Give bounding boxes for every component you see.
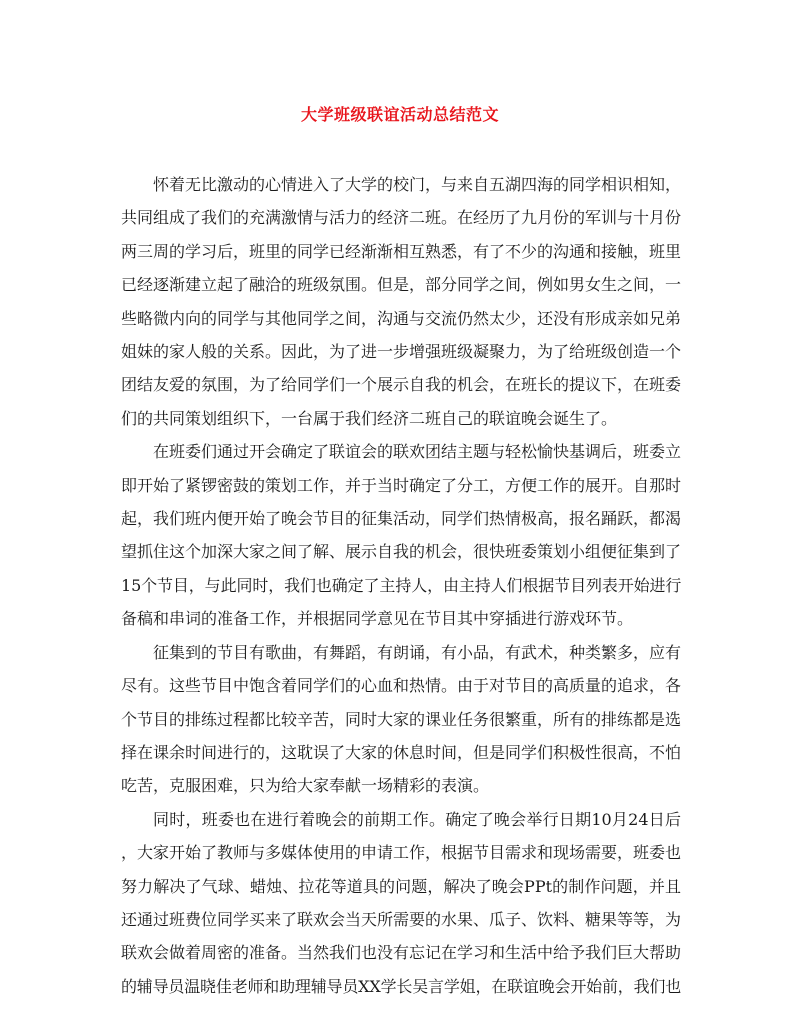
text-line: 些略微内向的同学与其他同学之间，沟通与交流仍然太少，还没有形成亲如兄弟	[121, 308, 682, 328]
text-line: 择在课余时间进行的，这耽误了大家的休息时间，但是同学们积极性很高，不怕	[121, 742, 682, 762]
text-line: 们的共同策划组织下，一台属于我们经济二班自己的联谊晚会诞生了。	[121, 408, 618, 428]
text-line: 团结友爱的氛围，为了给同学们一个展示自我的机会，在班长的提议下，在班委	[121, 375, 682, 395]
text-line: 个节目的排练过程都比较辛苦，同时大家的课业任务很繁重，所有的排练都是选	[121, 709, 682, 729]
text-line: 的辅导员温晓佳老师和助理辅导员XX学长吴言学姐，在联谊晚会开始前，我们也	[121, 976, 681, 996]
paragraph	[121, 636, 681, 803]
text-line: 征集到的节目有歌曲，有舞蹈，有朗诵，有小品，有武术，种类繁多，应有	[153, 642, 682, 662]
document-body	[121, 168, 681, 1003]
text-line: 尽有。这些节目中饱含着同学们的心血和热情。由于对节目的高质量的追求，各	[121, 676, 682, 696]
paragraph	[121, 803, 681, 1003]
text-line: 姐妹的家人般的关系。因此，为了进一步增强班级凝聚力，为了给班级创造一个	[121, 342, 682, 362]
text-line: 望抓住这个加深大家之间了解、展示自我的机会，很快班委策划小组便征集到了	[121, 542, 682, 562]
text-line: 已经逐渐建立起了融洽的班级氛围。但是，部分同学之间，例如男女生之间，一	[121, 275, 682, 295]
paragraph	[121, 435, 681, 635]
paragraph	[121, 168, 681, 435]
text-line: 15个节目，与此同时，我们也确定了主持人，由主持人们根据节目列表开始进行	[121, 575, 682, 595]
text-line: 两三周的学习后，班里的同学已经渐渐相互熟悉，有了不少的沟通和接触，班里	[121, 241, 682, 261]
text-line: 还通过班费位同学买来了联欢会当天所需要的水果、瓜子、饮料、糖果等等，为	[121, 909, 682, 929]
text-line: 吃苦，克服困难，只为给大家奉献一场精彩的表演。	[121, 776, 490, 796]
text-line: 努力解决了气球、蜡烛、拉花等道具的问题，解决了晚会PPt的制作问题，并且	[121, 876, 681, 896]
text-line: 同时，班委也在进行着晚会的前期工作。确定了晚会举行日期10月24日后	[153, 809, 681, 829]
text-line: 在班委们通过开会确定了联谊会的联欢团结主题与轻松愉快基调后，班委立	[153, 442, 682, 462]
text-line: 共同组成了我们的充满激情与活力的经济二班。在经历了九月份的军训与十月份	[121, 208, 682, 228]
text-line: 备稿和串词的准备工作，并根据同学意见在节目其中穿插进行游戏环节。	[121, 609, 634, 629]
text-line: 起，我们班内便开始了晚会节目的征集活动，同学们热情极高，报名踊跃，都渴	[121, 509, 682, 529]
text-line: 联欢会做着周密的准备。当然我们也没有忘记在学习和生活中给予我们巨大帮助	[121, 943, 682, 963]
text-line: 即开始了紧锣密鼓的策划工作，并于当时确定了分工，方便工作的展开。自那时	[121, 475, 682, 495]
document-title: 大学班级联谊活动总结范文	[300, 105, 499, 124]
text-line: ，大家开始了教师与多媒体使用的申请工作，根据节目需求和现场需要，班委也	[121, 843, 682, 863]
text-line: 怀着无比激动的心情进入了大学的校门，与来自五湖四海的同学相识相知，	[153, 175, 682, 194]
